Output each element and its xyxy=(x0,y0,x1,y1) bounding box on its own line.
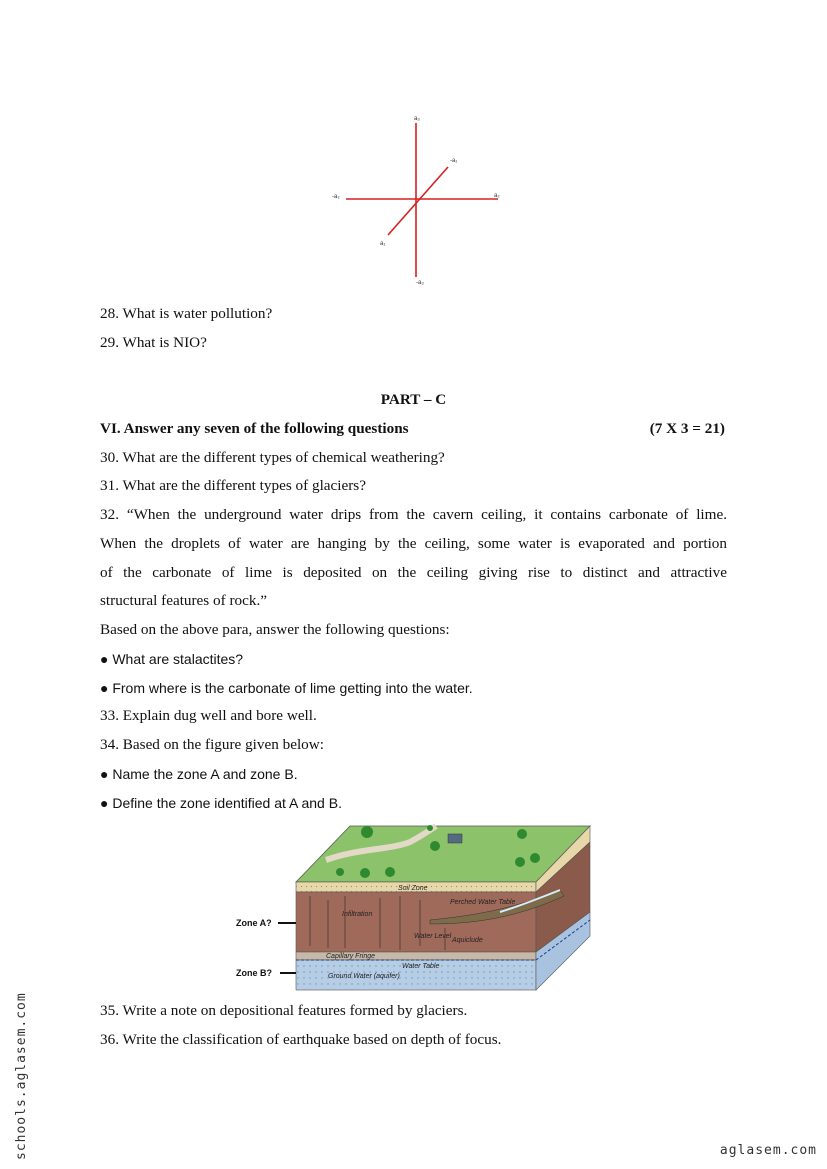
label-minus-a2: -a₂ xyxy=(332,194,340,200)
label-a2: a₂ xyxy=(494,193,500,199)
label-perched-water-table: Perched Water Table xyxy=(450,899,516,906)
label-zone-b: Zone B? xyxy=(236,968,272,978)
diagonal-axis xyxy=(388,167,448,235)
question-31: 31. What are the different types of glaciers? xyxy=(100,477,366,494)
label-a3: a₃ xyxy=(414,116,420,122)
question-32-line-1: 32. “When the underground water drips from the cavern ceiling, it contains carbonate of lime. xyxy=(100,506,727,523)
question-28: 28. What is water pollution? xyxy=(100,305,273,322)
crystal-axes-figure xyxy=(320,105,520,295)
question-32-line-2: When the droplets of water are hanging by the ceiling, some water is evaporated and portion xyxy=(100,535,727,552)
watermark-left: schools.aglasem.com xyxy=(14,992,29,1160)
question-32-line-3: of the carbonate of lime is deposited on the ceiling giving rise to distinct and attractive xyxy=(100,564,727,581)
question-32-prompt: Based on the above para, answer the following questions: xyxy=(100,621,450,638)
question-34-bullet-2: ● Define the zone identified at A and B. xyxy=(100,795,342,811)
question-32-line-4: structural features of rock.” xyxy=(100,592,267,609)
label-zone-a: Zone A? xyxy=(236,918,272,928)
label-soil-zone: Soil Zone xyxy=(398,885,428,892)
label-minus-a1: -a₁ xyxy=(450,158,458,164)
part-c-heading: PART – C xyxy=(380,391,447,408)
question-35: 35. Write a note on depositional features formed by glaciers. xyxy=(100,1002,468,1019)
label-water-level: Water Level xyxy=(414,933,452,940)
question-32-bullet-2: ● From where is the carbonate of lime getting into the water. xyxy=(100,680,473,696)
label-infiltration: Infiltration xyxy=(342,911,373,918)
label-minus-a3: -a₃ xyxy=(416,280,424,286)
watermark-right: aglasem.com xyxy=(719,1143,817,1158)
question-33: 33. Explain dug well and bore well. xyxy=(100,707,317,724)
question-30: 30. What are the different types of chemical weathering? xyxy=(100,449,445,466)
house-icon xyxy=(448,834,462,843)
label-water-table: Water Table xyxy=(402,963,440,970)
groundwater-zones-figure xyxy=(230,820,600,995)
question-34: 34. Based on the figure given below: xyxy=(100,736,324,753)
question-32-bullet-1: ● What are stalactites? xyxy=(100,651,244,667)
section-marks: (7 X 3 = 21) xyxy=(649,420,725,437)
label-capillary-fringe: Capillary Fringe xyxy=(326,953,376,960)
section-vi-title: VI. Answer any seven of the following questions xyxy=(100,420,409,437)
question-29: 29. What is NIO? xyxy=(100,334,207,351)
label-ground-water: Ground Water (aquifer) xyxy=(328,973,400,980)
question-34-bullet-1: ● Name the zone A and zone B. xyxy=(100,766,298,782)
label-aquiclude: Aquiclude xyxy=(452,937,483,944)
label-a1: a₁ xyxy=(380,241,386,247)
question-36: 36. Write the classification of earthquake based on depth of focus. xyxy=(100,1031,502,1048)
